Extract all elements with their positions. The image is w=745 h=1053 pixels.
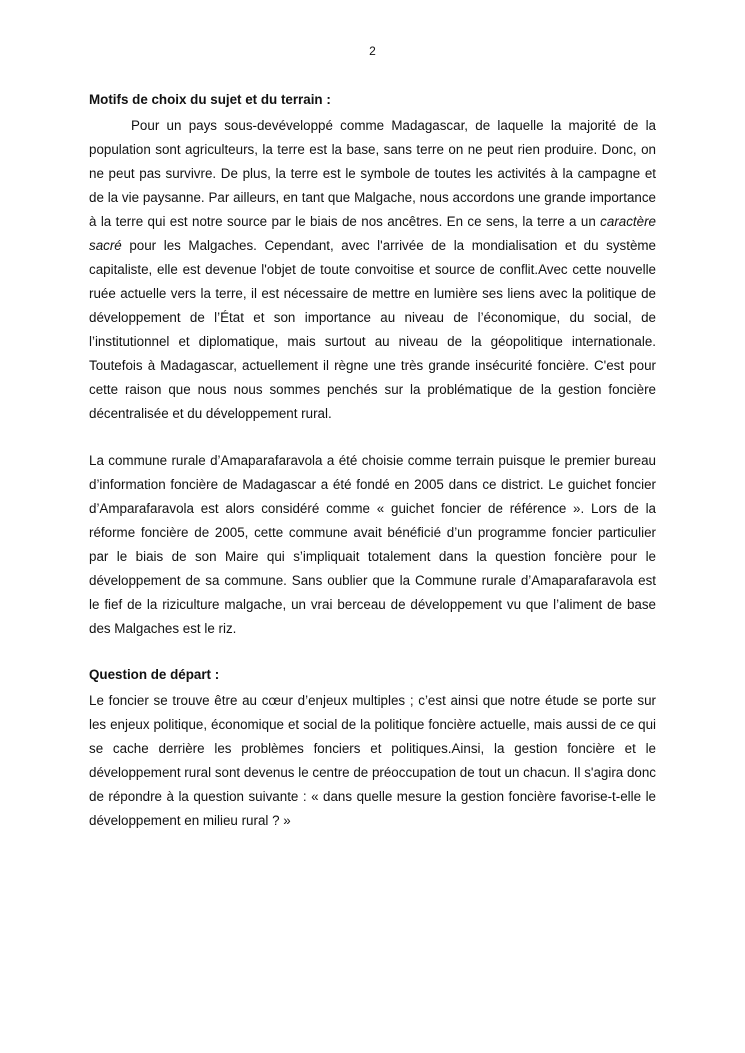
page-number: 2 [369,44,376,58]
paragraph-terrain: La commune rurale d’Amaparafaravola a été choisie comme terrain puisque le premier bureau d’information foncière de Madagascar a été fondé en 2005 dans ce district. Le guichet foncier d’Amparafaravola est alors considéré comme « guichet foncier de référence ». Lors de la réforme foncière de 2005, cette commune avait bénéficié d’un programme foncier particulier par le biais de son Maire qui s’impliquait totalement dans la question foncière pour le développement de sa commune. Sans oublier que la Commune rurale d’Amaparafaravola est le fief de la riziculture malgache, un vrai berceau de développement vu que l’aliment de base des Malgaches est le riz. [89,453,656,636]
paragraph-question: Le foncier se trouve être au cœur d’enjeux multiples ; c’est ainsi que notre étude se porte sur les enjeux politique, économique et social de la politique foncière actuelle, mais aussi de ce qui se cache derrière les problèmes fonciers et politiques.Ainsi, la gestion foncière et le développement rural sont devenus le centre de préoccupation de tout un chacun. Il s'agira donc de répondre à la question suivante : « dans quelle mesure la gestion foncière favorise-t-elle le développement en milieu rural ? » [89,693,656,828]
section-heading-question: Question de départ : [89,667,220,682]
paragraph-text: Pour un pays sous-devéveloppé comme Madagascar, de laquelle la majorité de la population sont agriculteurs, la terre est la base, sans terre on ne peut rien produire. Donc, on ne peut pas survivre. De plus, la terre est le symbole de toutes les activités à la campagne et de la vie paysanne. Par ailleurs, en tant que Malgache, nous accordons une grande importance à la terre qui est notre source par le biais de nos ancêtres. En ce sens, la terre a un [89,118,656,229]
document-body [89,90,656,833]
section-heading-motifs: Motifs de choix du sujet et du terrain : [89,92,331,107]
emphasis-text: caractère sacré [89,214,656,253]
paragraph-motifs [89,114,656,426]
paragraph-text: pour les Malgaches. Cependant, avec l'arrivée de la mondialisation et du système capitaliste, elle est devenue l'objet de toute convoitise et source de conflit.Avec cette nouvelle ruée actuelle vers la terre, il est nécessaire de mettre en lumière ses liens avec la politique de développement de l’État et son importance au niveau de l’économique, du social, de l’institutionnel et diplomatique, mais surtout au niveau de la géopolitique internationale. Toutefois à Madagascar, actuellement il règne une très grande insécurité foncière. C'est pour cette raison que nous nous sommes penchés sur la problématique de la gestion foncière décentralisée et du développement rural. [89,238,656,421]
